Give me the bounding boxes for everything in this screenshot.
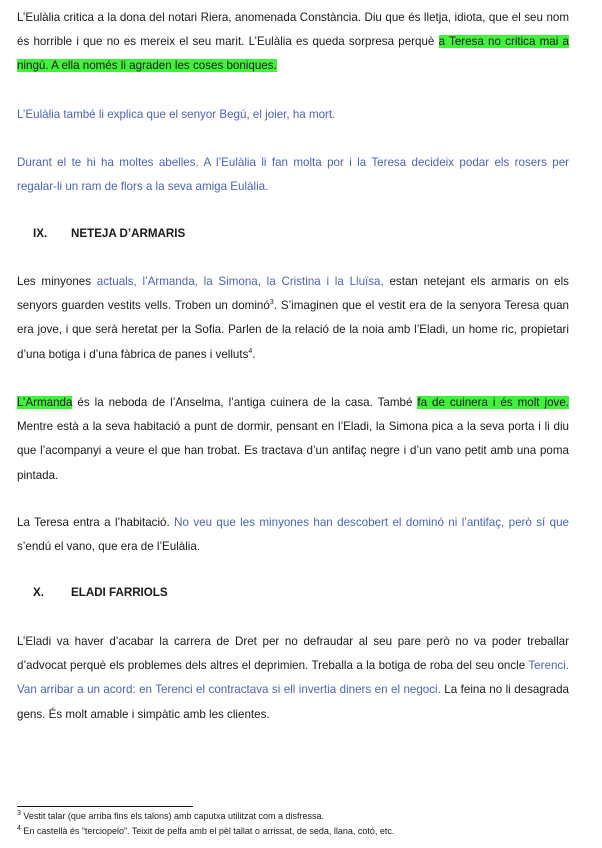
paragraph-text: La Teresa entra a l’habitació. — [17, 516, 175, 529]
paragraph-abelles: Durant el te hi ha moltes abelles. A l’Eulàlia li fan molta por i la Teresa decideix podar els rosers per regalar-li un ram de flors a la seva amiga Eulàlia. — [17, 156, 569, 194]
section-heading-ix — [33, 226, 185, 242]
footnote-divider — [17, 806, 193, 807]
highlighted-text: a Teresa no critica mai a ningú. A ella només li agraden les coses boniques. — [17, 35, 569, 73]
footnote-mark: 3 — [17, 810, 21, 817]
paragraph-text: L’Eladi va haver d’acabar la carrera de Dret per no defraudar al seu pare però no va poder treballar d’advocat perquè els problemes dels altres el deprimien. Treballa a la botiga de roba del seu oncle — [17, 635, 569, 673]
footnote-ref-3[interactable]: 3 — [269, 299, 274, 307]
paragraph-text: estan netejant els armaris on els senyors guarden vestits vells. Troben un dominó — [17, 275, 569, 313]
footnote-mark: 4 — [17, 825, 21, 832]
paragraph-armanda — [17, 391, 569, 488]
footnote-text: Vestit talar (que arriba fins els talons) amb caputxa utilitzat com a disfressa. — [20, 811, 325, 821]
section-number: X. — [33, 586, 44, 599]
paragraph-eulalia-critica — [17, 6, 569, 79]
highlighted-text: fa de cuinera i és molt jove. — [417, 396, 569, 409]
paragraph-teresa-habitacio — [17, 511, 569, 559]
paragraph-begu-mort: L’Eulàlia també li explica que el senyor Begú, el joier, ha mort. — [17, 108, 336, 121]
paragraph-text: Mentre està a la seva habitació a punt de dormir, pensant en l’Eladi, la Simona pica a la seva porta i li diu que l’acompanyi a veure el que han trobat. Es tractava d’un antifaç negre i d’un vano petit amb una poma pintada. — [17, 420, 569, 482]
paragraph-eladi — [17, 630, 569, 727]
paragraph-text: L’Eulàlia critica a la dona del notari Riera, anomenada Constància. Diu que és lletja, idiota, que el seu nom és horrible i que no es mereix el seu marit. L’Eulàlia es queda sorpresa perquè — [17, 11, 569, 49]
section-title: ELADI FARRIOLS — [71, 586, 168, 599]
paragraph-text: . S’imaginen que el vestit era de la senyora Teresa quan era jove, i que serà heretat per la Sofia. Parlen de la relació de la noia amb l’Eladi, un home ric, propietari d’una botiga i d’una fàbrica de panes i velluts — [17, 299, 569, 361]
paragraph-text: Les minyones — [17, 275, 97, 288]
section-number: IX. — [33, 227, 48, 240]
footnote-ref-4[interactable]: 4 — [248, 347, 253, 355]
paragraph-minyones — [17, 270, 569, 367]
paragraph-text: . — [252, 347, 256, 361]
footnote-3 — [17, 811, 324, 822]
section-heading-x — [33, 585, 168, 601]
footnote-4 — [17, 826, 394, 837]
footnote-text: En castellà és “terciopelo”. Teixit de pelfa amb el pèl tallat o arrissat, de seda, llana, cotó, etc. — [20, 826, 395, 836]
blue-text: Terenci. Van arribar a un acord: en Terenci el contractava si ell invertia diners en el negoci. — [17, 659, 569, 697]
paragraph-text: s’endú el vano, que era de l’Eulàlia. — [17, 540, 201, 554]
section-title: NETEJA D’ARMARIS — [71, 227, 186, 240]
paragraph-text: és la neboda de l’Anselma, l’antiga cuinera de la casa. També — [72, 396, 418, 409]
highlighted-text: L’Armanda — [17, 396, 73, 409]
paragraph-text: La feina no li desagrada gens. És molt amable i simpàtic amb les clientes. — [17, 683, 569, 721]
blue-text: actuals, l’Armanda, la Simona, la Cristina i la Lluïsa, — [96, 275, 384, 288]
blue-text: No veu que les minyones han descobert el dominó ni l’antifaç, però sí que — [174, 516, 569, 529]
